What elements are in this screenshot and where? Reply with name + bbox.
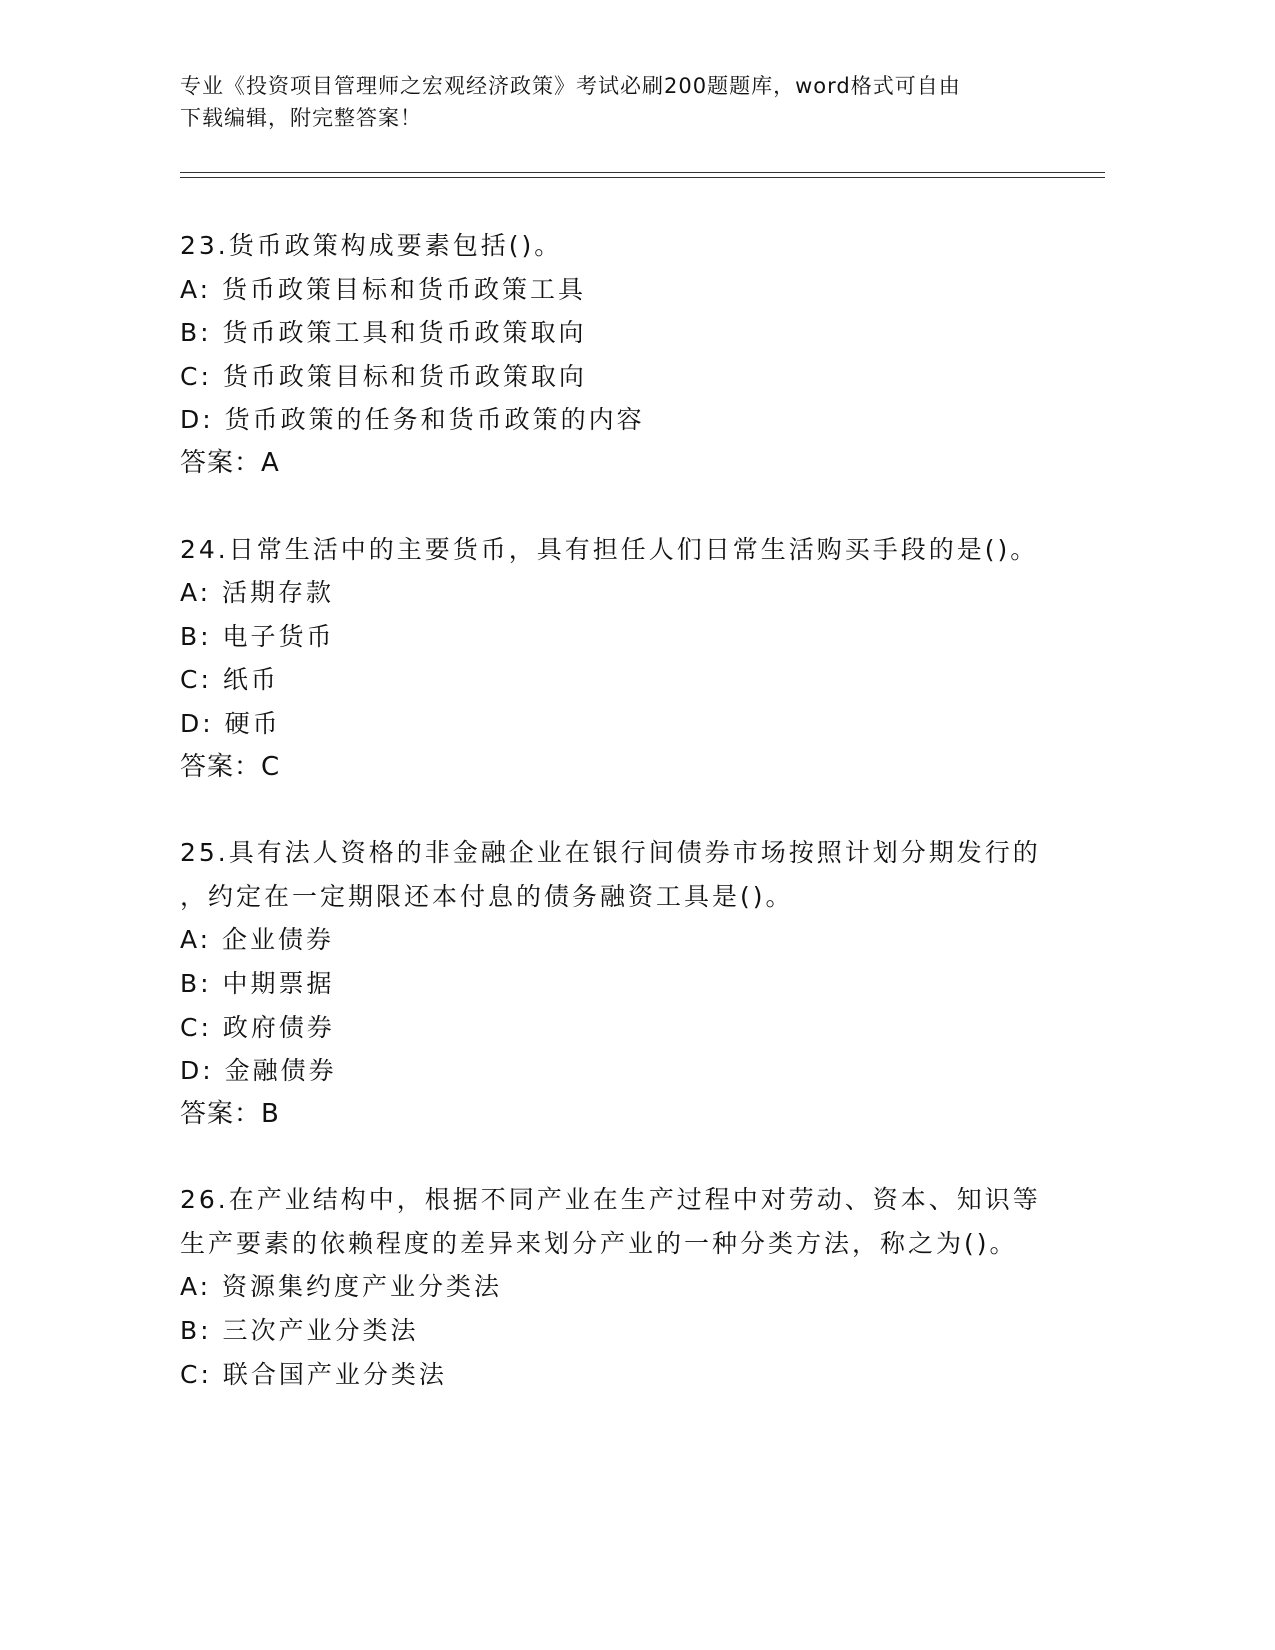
question-stem-line-1: 25.具有法人资格的非金融企业在银行间债券市场按照计划分期发行的	[180, 838, 1041, 868]
question-list	[180, 224, 1080, 1438]
header-line-2: 下载编辑，附完整答案！	[180, 106, 422, 130]
option-a: A: 活期存款	[180, 578, 335, 608]
option-a: A: 企业债券	[180, 925, 335, 955]
option-c: C: 纸币	[180, 665, 279, 695]
answer-line: 答案：A	[180, 447, 280, 478]
header-divider-top	[180, 172, 1105, 173]
option-d: D: 金融债券	[180, 1056, 337, 1086]
option-b: B: 中期票据	[180, 968, 335, 998]
answer-line: 答案：B	[180, 1098, 280, 1129]
option-d: D: 硬币	[180, 708, 281, 738]
question-stem: 23.货币政策构成要素包括()。	[180, 231, 563, 260]
question-stem-line-2: ，约定在一定期限还本付息的债务融资工具是()。	[180, 881, 794, 911]
option-b: B: 货币政策工具和货币政策取向	[180, 318, 587, 348]
question-23	[180, 224, 1080, 486]
option-c: C: 货币政策目标和货币政策取向	[180, 361, 587, 391]
option-c: C: 联合国产业分类法	[180, 1359, 447, 1389]
option-a: A: 货币政策目标和货币政策工具	[180, 274, 587, 304]
option-a: A: 资源集约度产业分类法	[180, 1272, 503, 1302]
header-divider-bottom	[180, 177, 1105, 178]
option-b: B: 三次产业分类法	[180, 1316, 419, 1346]
question-stem: 24.日常生活中的主要货币，具有担任人们日常生活购买手段的是()。	[180, 534, 1039, 564]
question-24	[180, 528, 1080, 790]
question-25	[180, 831, 1080, 1136]
question-26	[180, 1178, 1080, 1396]
header-line-1: 专业《投资项目管理师之宏观经济政策》考试必刷200题题库，word格式可自由	[180, 74, 961, 98]
option-c: C: 政府债券	[180, 1012, 335, 1042]
option-b: B: 电子货币	[180, 621, 335, 651]
question-stem-line-2: 生产要素的依赖程度的差异来划分产业的一种分类方法，称之为()。	[180, 1228, 1018, 1258]
option-d: D: 货币政策的任务和货币政策的内容	[180, 405, 645, 435]
document-header	[180, 70, 1050, 134]
answer-line: 答案：C	[180, 751, 281, 782]
question-stem-line-1: 26.在产业结构中，根据不同产业在生产过程中对劳动、资本、知识等	[180, 1185, 1041, 1215]
